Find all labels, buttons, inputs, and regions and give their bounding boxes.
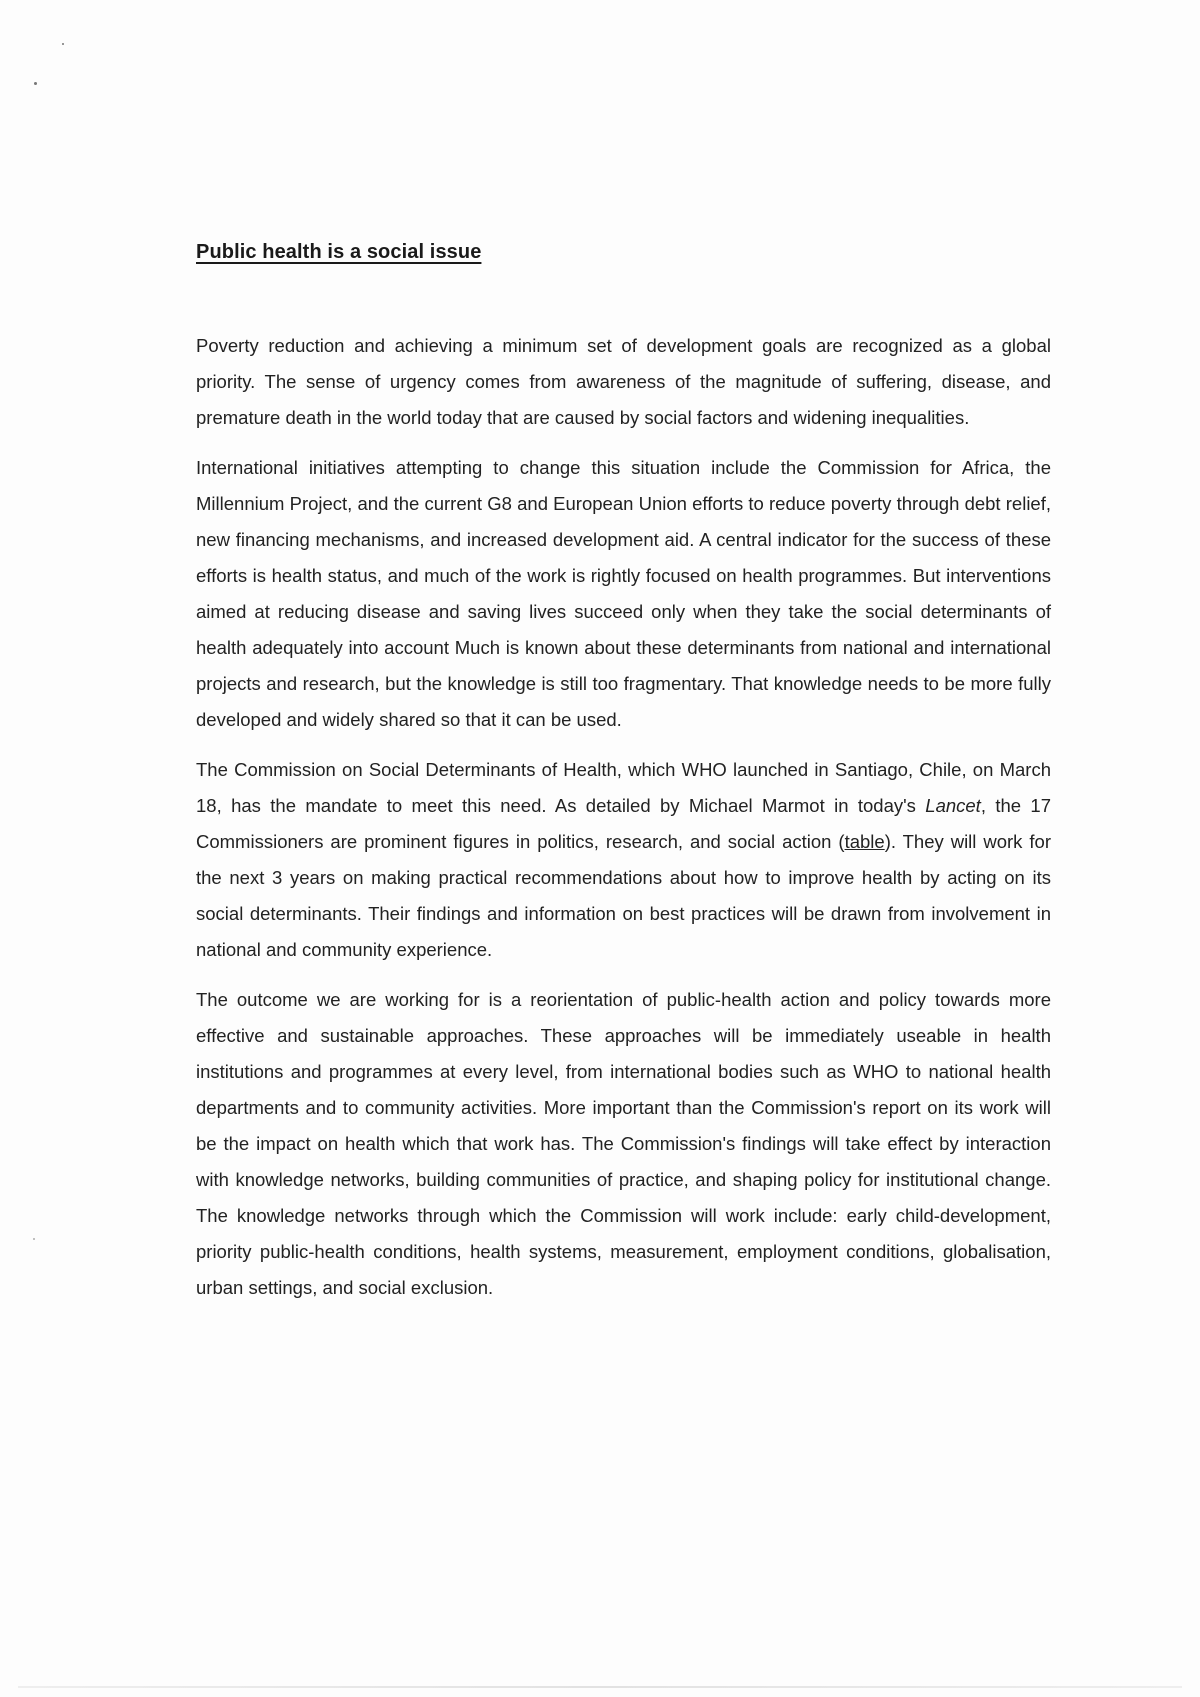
scan-speck	[62, 43, 64, 45]
scan-bottom-edge	[18, 1686, 1182, 1688]
paragraph-commission-text-2: , the 17 Commissioners are prominent figures in politics, research, and social action (	[196, 795, 1052, 852]
paragraph-commission	[196, 752, 1051, 968]
paragraph-outcome: The outcome we are working for is a reorientation of public-health action and policy towards more effective and sustainable approaches. These approaches will be immediately useable in health institutions and programmes at every level, from international bodies such as WHO to national health departments and to community activities. More important than the Commission's report on its work will be the impact on health which that work has. The Commission's findings will take effect by interaction with knowledge networks, building communities of practice, and shaping policy for institutional change. The knowledge networks through which the Commission will work include: early child-development, priority public-health conditions, health systems, measurement, employment conditions, globalisation, urban settings, and social exclusion.	[196, 989, 1051, 1298]
scan-speck	[34, 82, 37, 85]
paragraph-poverty-reduction: Poverty reduction and achieving a minimum set of development goals are recognized as a global priority. The sense of urgency comes from awareness of the magnitude of suffering, disease, and premature death in the world today that are caused by social factors and widening inequalities.	[196, 335, 1051, 428]
document-body	[196, 328, 1051, 1320]
paragraph-commission-text-3: ). They will work for the next 3 years on making practical recommendations about how to improve health by acting on its social determinants. Their findings and information on best practices will be drawn from involvement in national and community experience.	[196, 831, 1051, 960]
table-link[interactable]: table	[844, 831, 885, 852]
paragraph-commission-text-1: The Commission on Social Determinants of Health, which WHO launched in Santiago, Chile, on March 18, has the mandate to meet this need. As detailed by Michael Marmot in today's	[196, 759, 1051, 816]
paragraph-international-initiatives: International initiatives attempting to change this situation include the Commission for Africa, the Millennium Project, and the current G8 and European Union efforts to reduce poverty through debt relief, new financing mechanisms, and increased development aid. A central indicator for the success of these efforts is health status, and much of the work is rightly focused on health programmes. But interventions aimed at reducing disease and saving lives succeed only when they take the social determinants of health adequately into account Much is known about these determinants from national and international projects and research, but the knowledge is still too fragmentary. That knowledge needs to be more fully developed and widely shared so that it can be used.	[196, 457, 1051, 730]
journal-name: Lancet	[925, 795, 981, 816]
document-title: Public health is a social issue	[196, 241, 482, 263]
scan-speck	[33, 1238, 35, 1240]
